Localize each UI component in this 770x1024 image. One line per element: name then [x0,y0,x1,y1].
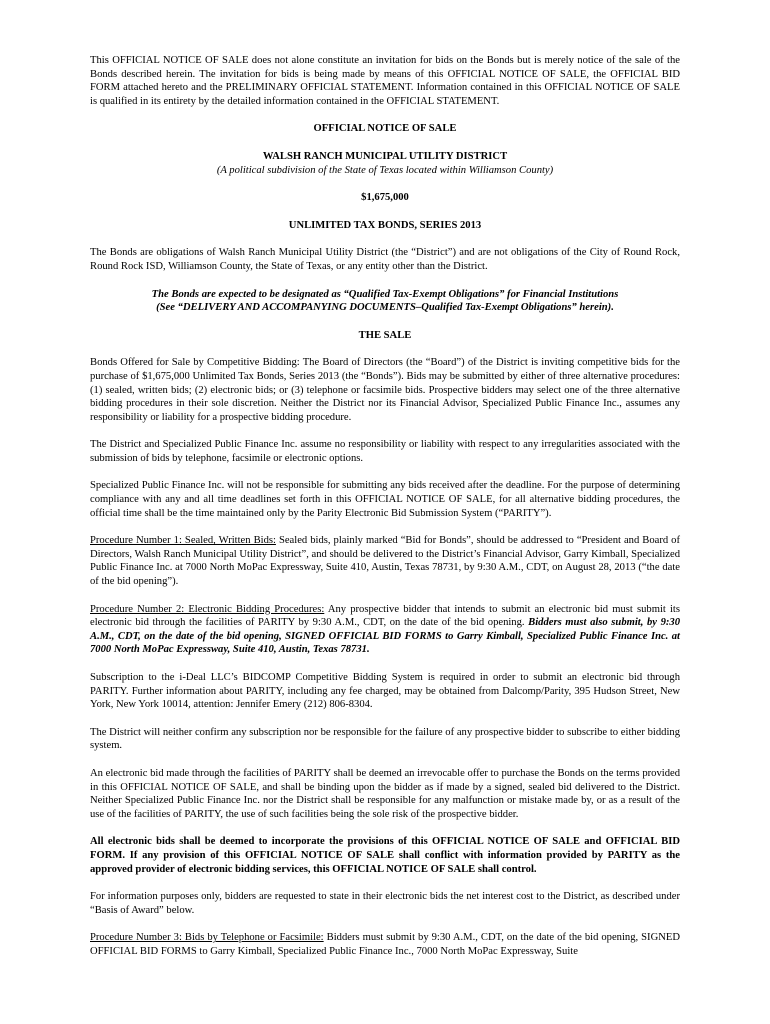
procedure-3-text: Bidders must submit by 9:30 A.M., CDT, on the date of the bid opening, SIGNED OFFICIAL BID FORMS to Garry Kimball, Specialized Public Finance Inc., 7000 North MoPac Expressway, Suite [90,932,681,957]
electronic-bids-provision: All electronic bids shall be deemed to incorporate the provisions of this OFFICIAL NOTICE OF SALE and OFFICIAL BID FORM. If any provision of this OFFICIAL NOTICE OF SALE shall conflict with information provided by PARITY as the approved provider of electronic bidding services, this OFFICIAL NOTICE OF SALE shall control. [90,836,680,875]
subscription-paragraph: Subscription to the i-Deal LLC’s BIDCOMP Competitive Bidding System is required in order to submit an electronic bid through PARITY. Further information about PARITY, including any fee charged, may be obtained from Dalcomp/Parity, 395 Hudson Street, New York, New York 10014, attention: Jennifer Emery (212) 806-8304. [90,672,680,711]
procedure-1-label: Procedure Number 1: Sealed, Written Bids: [90,535,276,547]
irregularities-paragraph: The District and Specialized Public Finance Inc. assume no responsibility or liability with respect to any irregularities associated with the submission of bids by telephone, facsimile or electronic options. [90,439,680,464]
qualified-designation-line-2: (See “DELIVERY AND ACCOMPANYING DOCUMENTS–Qualified Tax-Exempt Obligations” herein). [156,302,614,314]
procedure-2-emphasis: Bidders must also submit, by 9:30 A.M., CDT, on the date of the bid opening, SIGNED OFFICIAL BID FORMS to Garry Kimball, Specialized Public Finance Inc. at 7000 North MoPac Expressway, Suite 410, Austin, Texas 78731. [90,617,680,656]
procedure-2-label: Procedure Number 2: Electronic Bidding Procedures: [90,603,325,615]
issuer-description: (A political subdivision of the State of Texas located within Williamson County) [216,164,554,176]
procedure-3-label: Procedure Number 3: Bids by Telephone or Facsimile: [90,932,324,944]
sale-section-heading: THE SALE [358,329,412,341]
issuer-name: WALSH RANCH MUNICIPAL UTILITY DISTRICT [262,150,508,162]
procedure-2-text: Any prospective bidder that intends to submit an electronic bid must submit its electronic bid through the facilities of PARITY by 9:30 A.M., CDT, on the date of the bid opening. [90,603,680,629]
confirmation-paragraph: The District will neither confirm any subscription nor be responsible for the failure of any prospective bidder to subscribe to either bidding system. [90,726,680,752]
bond-series-title: UNLIMITED TAX BONDS, SERIES 2013 [288,219,482,231]
deadline-paragraph: Specialized Public Finance Inc. will not be responsible for submitting any bids received after the deadline. For the purpose of determining compliance with any and all time deadlines set forth in this OFFICIAL NOTICE OF SALE, for all alternative bidding procedures, the official time shall be the time maintained only by the Parity Electronic Bid Submission System (“PARITY”). [90,480,680,519]
intro-paragraph: This OFFICIAL NOTICE OF SALE does not alone constitute an invitation for bids on the Bonds but is merely notice of the sale of the Bonds described herein. The invitation for bids is being made by means of this OFFICIAL NOTICE OF SALE, the OFFICIAL BID FORM attached hereto and the PRELIMINARY OFFICIAL STATEMENT. Information contained in this OFFICIAL NOTICE OF SALE is qualified in its entirety by the detailed information contained in the OFFICIAL STATEMENT. [90,55,680,107]
procedure-3-paragraph [90,931,680,958]
irrevocable-offer-paragraph: An electronic bid made through the facilities of PARITY shall be deemed an irrevocable offer to purchase the Bonds on the terms provided in this OFFICIAL NOTICE OF SALE, and shall be binding upon the bidder as if made by a signed, sealed bid delivered to the District. Neither Specialized Public Finance Inc. nor the District shall be responsible for any malfunction or mistake made by, or as a result of the use of the facilities of PARITY, the use of such facilities being the sole risk of the prospective bidder. [90,767,680,820]
procedure-1-paragraph [90,534,680,588]
notice-heading: OFFICIAL NOTICE OF SALE [313,123,457,135]
qualified-designation-line-1: The Bonds are expected to be designated as “Qualified Tax-Exempt Obligations” for Financial Institutions [151,288,619,300]
obligations-paragraph: The Bonds are obligations of Walsh Ranch Municipal Utility District (the “District”) and are not obligations of the City of Round Rock, Round Rock ISD, Williamson County, the State of Texas, or any entity other than the District. [90,247,680,272]
net-interest-paragraph: For information purposes only, bidders are requested to state in their electronic bids the net interest cost to the District, as described under “Basis of Award” below. [90,891,680,916]
procedure-1-text: Sealed bids, plainly marked “Bid for Bonds”, should be addressed to “President and Board of Directors, Walsh Ranch Municipal Utility District”, and should be delivered to the District’s Financial Advisor, Garry Kimball, Specialized Public Finance Inc. at 7000 North MoPac Expressway, Suite 410, Austin, Texas 78731, by 9:30 A.M., CDT, on August 28, 2013 (“the date of the bid opening”). [90,535,681,588]
bond-amount: $1,675,000 [361,192,409,204]
competitive-bidding-paragraph: Bonds Offered for Sale by Competitive Bidding: The Board of Directors (the “Board”) of the District is inviting competitive bids for the purchase of $1,675,000 Unlimited Tax Bonds, Series 2013 (the “Bonds”). Bids may be submitted by either of three alternative procedures: (1) sealed, written bids; (2) electronic bids; or (3) telephone or facsimile bids. Prospective bidders may select one of the three alternative bidding procedures in their sole discretion. Neither the District nor its Financial Advisor, Specialized Public Finance Inc., assumes any responsibility or liability for a prospective bidding procedure. [90,357,680,423]
procedure-2-paragraph [90,603,680,657]
